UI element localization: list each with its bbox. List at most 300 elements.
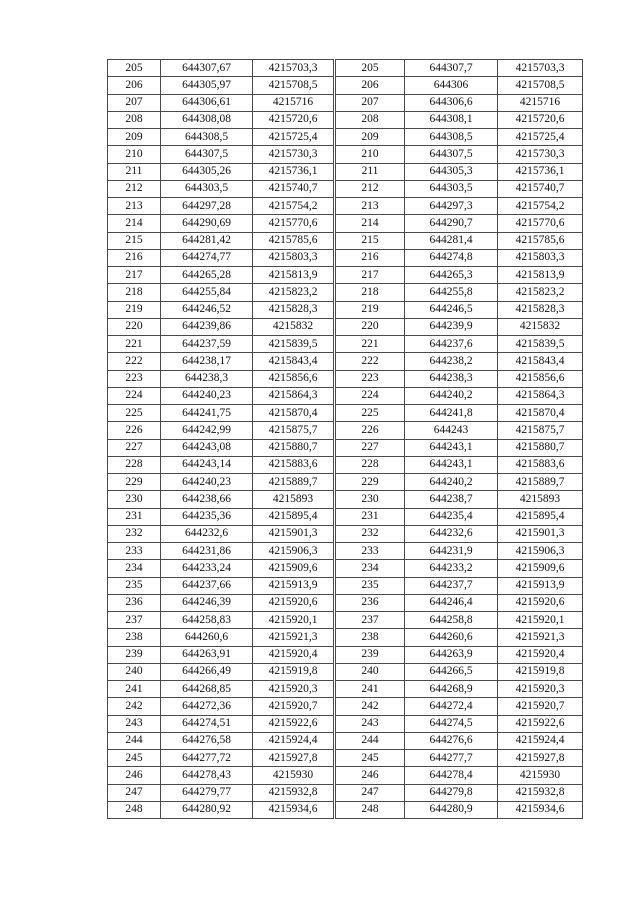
x-coordinate-cell: 644237,66 bbox=[161, 577, 253, 594]
point-number-cell: 248 bbox=[108, 801, 161, 818]
x-coordinate-cell: 644266,5 bbox=[405, 663, 498, 680]
point-number-cell: 212 bbox=[108, 180, 161, 197]
table-row bbox=[108, 180, 334, 197]
point-number-cell: 242 bbox=[108, 698, 161, 715]
y-coordinate-cell: 4215754,2 bbox=[253, 198, 334, 215]
y-coordinate-cell: 4215920,3 bbox=[498, 681, 583, 698]
point-number-cell: 247 bbox=[108, 784, 161, 801]
y-coordinate-cell: 4215889,7 bbox=[253, 474, 334, 491]
y-coordinate-cell: 4215730,3 bbox=[498, 146, 583, 163]
y-coordinate-cell: 4215843,4 bbox=[498, 353, 583, 370]
point-number-cell: 248 bbox=[336, 801, 405, 818]
y-coordinate-cell: 4215913,9 bbox=[253, 577, 334, 594]
y-coordinate-cell: 4215720,6 bbox=[498, 111, 583, 128]
y-coordinate-cell: 4215930 bbox=[253, 767, 334, 784]
y-coordinate-cell: 4215893 bbox=[253, 491, 334, 508]
point-number-cell: 243 bbox=[108, 715, 161, 732]
x-coordinate-cell: 644280,9 bbox=[405, 801, 498, 818]
x-coordinate-cell: 644237,59 bbox=[161, 336, 253, 353]
table-row bbox=[336, 801, 583, 818]
x-coordinate-cell: 644263,91 bbox=[161, 646, 253, 663]
y-coordinate-cell: 4215740,7 bbox=[498, 180, 583, 197]
coordinate-table-left-body bbox=[108, 60, 334, 819]
point-number-cell: 217 bbox=[108, 267, 161, 284]
y-coordinate-cell: 4215703,3 bbox=[498, 60, 583, 77]
y-coordinate-cell: 4215730,3 bbox=[253, 146, 334, 163]
point-number-cell: 210 bbox=[336, 146, 405, 163]
x-coordinate-cell: 644235,36 bbox=[161, 508, 253, 525]
y-coordinate-cell: 4215708,5 bbox=[498, 77, 583, 94]
point-number-cell: 222 bbox=[336, 353, 405, 370]
table-row bbox=[108, 336, 334, 353]
point-number-cell: 246 bbox=[336, 767, 405, 784]
x-coordinate-cell: 644305,26 bbox=[161, 163, 253, 180]
y-coordinate-cell: 4215843,4 bbox=[253, 353, 334, 370]
x-coordinate-cell: 644308,5 bbox=[161, 129, 253, 146]
point-number-cell: 225 bbox=[108, 405, 161, 422]
table-row bbox=[108, 525, 334, 542]
point-number-cell: 238 bbox=[108, 629, 161, 646]
x-coordinate-cell: 644307,5 bbox=[161, 146, 253, 163]
x-coordinate-cell: 644240,23 bbox=[161, 474, 253, 491]
table-row bbox=[336, 129, 583, 146]
table-row bbox=[108, 681, 334, 698]
x-coordinate-cell: 644258,8 bbox=[405, 612, 498, 629]
y-coordinate-cell: 4215703,3 bbox=[253, 60, 334, 77]
point-number-cell: 210 bbox=[108, 146, 161, 163]
point-number-cell: 224 bbox=[108, 387, 161, 404]
table-row bbox=[108, 370, 334, 387]
table-row bbox=[336, 646, 583, 663]
y-coordinate-cell: 4215736,1 bbox=[253, 163, 334, 180]
point-number-cell: 221 bbox=[108, 336, 161, 353]
y-coordinate-cell: 4215813,9 bbox=[498, 267, 583, 284]
point-number-cell: 233 bbox=[336, 543, 405, 560]
x-coordinate-cell: 644290,69 bbox=[161, 215, 253, 232]
y-coordinate-cell: 4215813,9 bbox=[253, 267, 334, 284]
y-coordinate-cell: 4215880,7 bbox=[498, 439, 583, 456]
table-row bbox=[336, 249, 583, 266]
y-coordinate-cell: 4215716 bbox=[498, 94, 583, 111]
table-row bbox=[336, 232, 583, 249]
point-number-cell: 245 bbox=[108, 750, 161, 767]
x-coordinate-cell: 644303,5 bbox=[405, 180, 498, 197]
table-row bbox=[336, 215, 583, 232]
table-row bbox=[336, 439, 583, 456]
table-row bbox=[336, 715, 583, 732]
x-coordinate-cell: 644237,7 bbox=[405, 577, 498, 594]
x-coordinate-cell: 644274,77 bbox=[161, 249, 253, 266]
x-coordinate-cell: 644241,75 bbox=[161, 405, 253, 422]
x-coordinate-cell: 644239,86 bbox=[161, 318, 253, 335]
x-coordinate-cell: 644308,08 bbox=[161, 111, 253, 128]
point-number-cell: 229 bbox=[108, 474, 161, 491]
table-row bbox=[108, 249, 334, 266]
table-row bbox=[336, 560, 583, 577]
point-number-cell: 230 bbox=[336, 491, 405, 508]
table-row bbox=[336, 146, 583, 163]
y-coordinate-cell: 4215803,3 bbox=[498, 249, 583, 266]
x-coordinate-cell: 644239,9 bbox=[405, 318, 498, 335]
table-row bbox=[336, 77, 583, 94]
table-row bbox=[108, 111, 334, 128]
point-number-cell: 246 bbox=[108, 767, 161, 784]
table-row bbox=[336, 422, 583, 439]
y-coordinate-cell: 4215932,8 bbox=[498, 784, 583, 801]
table-row bbox=[108, 801, 334, 818]
table-row bbox=[336, 267, 583, 284]
y-coordinate-cell: 4215839,5 bbox=[498, 336, 583, 353]
table-row bbox=[336, 681, 583, 698]
point-number-cell: 247 bbox=[336, 784, 405, 801]
y-coordinate-cell: 4215785,6 bbox=[498, 232, 583, 249]
table-row bbox=[336, 163, 583, 180]
x-coordinate-cell: 644238,66 bbox=[161, 491, 253, 508]
table-row bbox=[108, 784, 334, 801]
point-number-cell: 242 bbox=[336, 698, 405, 715]
table-row bbox=[108, 629, 334, 646]
point-number-cell: 220 bbox=[108, 318, 161, 335]
y-coordinate-cell: 4215924,4 bbox=[253, 732, 334, 749]
y-coordinate-cell: 4215906,3 bbox=[498, 543, 583, 560]
y-coordinate-cell: 4215920,6 bbox=[498, 594, 583, 611]
x-coordinate-cell: 644306,61 bbox=[161, 94, 253, 111]
x-coordinate-cell: 644238,2 bbox=[405, 353, 498, 370]
table-row bbox=[336, 629, 583, 646]
point-number-cell: 207 bbox=[108, 94, 161, 111]
table-row bbox=[336, 284, 583, 301]
y-coordinate-cell: 4215856,6 bbox=[498, 370, 583, 387]
y-coordinate-cell: 4215823,2 bbox=[253, 284, 334, 301]
y-coordinate-cell: 4215803,3 bbox=[253, 249, 334, 266]
x-coordinate-cell: 644272,4 bbox=[405, 698, 498, 715]
point-number-cell: 231 bbox=[108, 508, 161, 525]
point-number-cell: 240 bbox=[336, 663, 405, 680]
table-row bbox=[108, 353, 334, 370]
y-coordinate-cell: 4215875,7 bbox=[253, 422, 334, 439]
y-coordinate-cell: 4215927,8 bbox=[498, 750, 583, 767]
y-coordinate-cell: 4215754,2 bbox=[498, 198, 583, 215]
table-row bbox=[108, 594, 334, 611]
table-row bbox=[108, 318, 334, 335]
point-number-cell: 226 bbox=[336, 422, 405, 439]
y-coordinate-cell: 4215883,6 bbox=[253, 456, 334, 473]
x-coordinate-cell: 644306 bbox=[405, 77, 498, 94]
table-row bbox=[108, 560, 334, 577]
point-number-cell: 228 bbox=[336, 456, 405, 473]
point-number-cell: 238 bbox=[336, 629, 405, 646]
point-number-cell: 241 bbox=[108, 681, 161, 698]
y-coordinate-cell: 4215920,1 bbox=[253, 612, 334, 629]
y-coordinate-cell: 4215864,3 bbox=[498, 387, 583, 404]
point-number-cell: 227 bbox=[108, 439, 161, 456]
x-coordinate-cell: 644238,3 bbox=[161, 370, 253, 387]
y-coordinate-cell: 4215920,4 bbox=[253, 646, 334, 663]
x-coordinate-cell: 644272,36 bbox=[161, 698, 253, 715]
table-row bbox=[108, 508, 334, 525]
y-coordinate-cell: 4215828,3 bbox=[253, 301, 334, 318]
table-row bbox=[336, 491, 583, 508]
x-coordinate-cell: 644265,28 bbox=[161, 267, 253, 284]
y-coordinate-cell: 4215920,7 bbox=[498, 698, 583, 715]
x-coordinate-cell: 644238,7 bbox=[405, 491, 498, 508]
table-row bbox=[108, 439, 334, 456]
x-coordinate-cell: 644263,9 bbox=[405, 646, 498, 663]
x-coordinate-cell: 644276,6 bbox=[405, 732, 498, 749]
y-coordinate-cell: 4215740,7 bbox=[253, 180, 334, 197]
table-row bbox=[108, 612, 334, 629]
table-row bbox=[108, 267, 334, 284]
point-number-cell: 245 bbox=[336, 750, 405, 767]
x-coordinate-cell: 644274,5 bbox=[405, 715, 498, 732]
point-number-cell: 211 bbox=[108, 163, 161, 180]
x-coordinate-cell: 644305,97 bbox=[161, 77, 253, 94]
y-coordinate-cell: 4215839,5 bbox=[253, 336, 334, 353]
table-row bbox=[336, 301, 583, 318]
table-row bbox=[108, 750, 334, 767]
x-coordinate-cell: 644243,1 bbox=[405, 456, 498, 473]
y-coordinate-cell: 4215736,1 bbox=[498, 163, 583, 180]
x-coordinate-cell: 644231,9 bbox=[405, 543, 498, 560]
point-number-cell: 215 bbox=[336, 232, 405, 249]
point-number-cell: 207 bbox=[336, 94, 405, 111]
y-coordinate-cell: 4215920,6 bbox=[253, 594, 334, 611]
point-number-cell: 233 bbox=[108, 543, 161, 560]
table-row bbox=[108, 198, 334, 215]
y-coordinate-cell: 4215934,6 bbox=[498, 801, 583, 818]
table-row bbox=[336, 767, 583, 784]
point-number-cell: 227 bbox=[336, 439, 405, 456]
point-number-cell: 205 bbox=[336, 60, 405, 77]
y-coordinate-cell: 4215920,7 bbox=[253, 698, 334, 715]
table-row bbox=[108, 94, 334, 111]
y-coordinate-cell: 4215913,9 bbox=[498, 577, 583, 594]
x-coordinate-cell: 644241,8 bbox=[405, 405, 498, 422]
table-row bbox=[336, 577, 583, 594]
point-number-cell: 209 bbox=[336, 129, 405, 146]
x-coordinate-cell: 644246,52 bbox=[161, 301, 253, 318]
y-coordinate-cell: 4215725,4 bbox=[498, 129, 583, 146]
x-coordinate-cell: 644308,5 bbox=[405, 129, 498, 146]
point-number-cell: 216 bbox=[108, 249, 161, 266]
table-row bbox=[108, 77, 334, 94]
point-number-cell: 234 bbox=[336, 560, 405, 577]
point-number-cell: 213 bbox=[336, 198, 405, 215]
table-row bbox=[336, 474, 583, 491]
y-coordinate-cell: 4215924,4 bbox=[498, 732, 583, 749]
point-number-cell: 216 bbox=[336, 249, 405, 266]
y-coordinate-cell: 4215919,8 bbox=[253, 663, 334, 680]
table-row bbox=[336, 405, 583, 422]
point-number-cell: 208 bbox=[336, 111, 405, 128]
table-row bbox=[108, 646, 334, 663]
x-coordinate-cell: 644243 bbox=[405, 422, 498, 439]
x-coordinate-cell: 644274,8 bbox=[405, 249, 498, 266]
y-coordinate-cell: 4215895,4 bbox=[498, 508, 583, 525]
x-coordinate-cell: 644277,72 bbox=[161, 750, 253, 767]
point-number-cell: 218 bbox=[108, 284, 161, 301]
y-coordinate-cell: 4215770,6 bbox=[253, 215, 334, 232]
x-coordinate-cell: 644240,23 bbox=[161, 387, 253, 404]
coordinate-table-right-body bbox=[336, 60, 583, 819]
table-row bbox=[108, 767, 334, 784]
point-number-cell: 234 bbox=[108, 560, 161, 577]
table-row bbox=[336, 543, 583, 560]
x-coordinate-cell: 644240,2 bbox=[405, 474, 498, 491]
y-coordinate-cell: 4215880,7 bbox=[253, 439, 334, 456]
point-number-cell: 215 bbox=[108, 232, 161, 249]
x-coordinate-cell: 644255,8 bbox=[405, 284, 498, 301]
table-row bbox=[336, 94, 583, 111]
x-coordinate-cell: 644307,7 bbox=[405, 60, 498, 77]
x-coordinate-cell: 644266,49 bbox=[161, 663, 253, 680]
table-row bbox=[336, 111, 583, 128]
x-coordinate-cell: 644274,51 bbox=[161, 715, 253, 732]
table-row bbox=[108, 474, 334, 491]
point-number-cell: 240 bbox=[108, 663, 161, 680]
y-coordinate-cell: 4215901,3 bbox=[253, 525, 334, 542]
x-coordinate-cell: 644303,5 bbox=[161, 180, 253, 197]
y-coordinate-cell: 4215922,6 bbox=[498, 715, 583, 732]
table-row bbox=[336, 387, 583, 404]
x-coordinate-cell: 644260,6 bbox=[161, 629, 253, 646]
point-number-cell: 217 bbox=[336, 267, 405, 284]
x-coordinate-cell: 644307,5 bbox=[405, 146, 498, 163]
y-coordinate-cell: 4215870,4 bbox=[498, 405, 583, 422]
y-coordinate-cell: 4215864,3 bbox=[253, 387, 334, 404]
point-number-cell: 205 bbox=[108, 60, 161, 77]
x-coordinate-cell: 644232,6 bbox=[161, 525, 253, 542]
x-coordinate-cell: 644268,9 bbox=[405, 681, 498, 698]
x-coordinate-cell: 644243,08 bbox=[161, 439, 253, 456]
table-row bbox=[108, 715, 334, 732]
y-coordinate-cell: 4215875,7 bbox=[498, 422, 583, 439]
y-coordinate-cell: 4215901,3 bbox=[498, 525, 583, 542]
x-coordinate-cell: 644233,2 bbox=[405, 560, 498, 577]
x-coordinate-cell: 644278,4 bbox=[405, 767, 498, 784]
x-coordinate-cell: 644246,5 bbox=[405, 301, 498, 318]
y-coordinate-cell: 4215770,6 bbox=[498, 215, 583, 232]
x-coordinate-cell: 644240,2 bbox=[405, 387, 498, 404]
table-row bbox=[336, 508, 583, 525]
x-coordinate-cell: 644297,3 bbox=[405, 198, 498, 215]
table-row bbox=[108, 163, 334, 180]
point-number-cell: 218 bbox=[336, 284, 405, 301]
point-number-cell: 235 bbox=[108, 577, 161, 594]
y-coordinate-cell: 4215716 bbox=[253, 94, 334, 111]
table-row bbox=[108, 543, 334, 560]
y-coordinate-cell: 4215785,6 bbox=[253, 232, 334, 249]
y-coordinate-cell: 4215889,7 bbox=[498, 474, 583, 491]
y-coordinate-cell: 4215832 bbox=[498, 318, 583, 335]
point-number-cell: 206 bbox=[336, 77, 405, 94]
x-coordinate-cell: 644243,1 bbox=[405, 439, 498, 456]
point-number-cell: 228 bbox=[108, 456, 161, 473]
table-row bbox=[108, 405, 334, 422]
x-coordinate-cell: 644243,14 bbox=[161, 456, 253, 473]
y-coordinate-cell: 4215921,3 bbox=[498, 629, 583, 646]
table-row bbox=[108, 491, 334, 508]
table-row bbox=[336, 750, 583, 767]
point-number-cell: 237 bbox=[336, 612, 405, 629]
point-number-cell: 225 bbox=[336, 405, 405, 422]
y-coordinate-cell: 4215883,6 bbox=[498, 456, 583, 473]
table-row bbox=[336, 198, 583, 215]
x-coordinate-cell: 644231,86 bbox=[161, 543, 253, 560]
x-coordinate-cell: 644260,6 bbox=[405, 629, 498, 646]
table-row bbox=[108, 215, 334, 232]
x-coordinate-cell: 644281,4 bbox=[405, 232, 498, 249]
point-number-cell: 244 bbox=[108, 732, 161, 749]
point-number-cell: 230 bbox=[108, 491, 161, 508]
y-coordinate-cell: 4215832 bbox=[253, 318, 334, 335]
table-row bbox=[336, 60, 583, 77]
x-coordinate-cell: 644233,24 bbox=[161, 560, 253, 577]
x-coordinate-cell: 644290,7 bbox=[405, 215, 498, 232]
y-coordinate-cell: 4215725,4 bbox=[253, 129, 334, 146]
point-number-cell: 221 bbox=[336, 336, 405, 353]
point-number-cell: 239 bbox=[108, 646, 161, 663]
y-coordinate-cell: 4215932,8 bbox=[253, 784, 334, 801]
table-row bbox=[108, 301, 334, 318]
point-number-cell: 219 bbox=[108, 301, 161, 318]
table-row bbox=[108, 456, 334, 473]
table-row bbox=[108, 232, 334, 249]
point-number-cell: 226 bbox=[108, 422, 161, 439]
y-coordinate-cell: 4215895,4 bbox=[253, 508, 334, 525]
table-row bbox=[108, 146, 334, 163]
x-coordinate-cell: 644277,7 bbox=[405, 750, 498, 767]
point-number-cell: 236 bbox=[108, 594, 161, 611]
y-coordinate-cell: 4215920,4 bbox=[498, 646, 583, 663]
x-coordinate-cell: 644307,67 bbox=[161, 60, 253, 77]
x-coordinate-cell: 644306,6 bbox=[405, 94, 498, 111]
point-number-cell: 213 bbox=[108, 198, 161, 215]
x-coordinate-cell: 644237,6 bbox=[405, 336, 498, 353]
point-number-cell: 211 bbox=[336, 163, 405, 180]
table-row bbox=[108, 732, 334, 749]
y-coordinate-cell: 4215708,5 bbox=[253, 77, 334, 94]
y-coordinate-cell: 4215909,6 bbox=[253, 560, 334, 577]
y-coordinate-cell: 4215927,8 bbox=[253, 750, 334, 767]
x-coordinate-cell: 644242,99 bbox=[161, 422, 253, 439]
x-coordinate-cell: 644281,42 bbox=[161, 232, 253, 249]
point-number-cell: 235 bbox=[336, 577, 405, 594]
table-row bbox=[336, 784, 583, 801]
x-coordinate-cell: 644268,85 bbox=[161, 681, 253, 698]
point-number-cell: 244 bbox=[336, 732, 405, 749]
point-number-cell: 241 bbox=[336, 681, 405, 698]
y-coordinate-cell: 4215856,6 bbox=[253, 370, 334, 387]
y-coordinate-cell: 4215823,2 bbox=[498, 284, 583, 301]
point-number-cell: 237 bbox=[108, 612, 161, 629]
point-number-cell: 219 bbox=[336, 301, 405, 318]
point-number-cell: 212 bbox=[336, 180, 405, 197]
point-number-cell: 223 bbox=[336, 370, 405, 387]
point-number-cell: 223 bbox=[108, 370, 161, 387]
x-coordinate-cell: 644278,43 bbox=[161, 767, 253, 784]
table-row bbox=[108, 577, 334, 594]
x-coordinate-cell: 644297,28 bbox=[161, 198, 253, 215]
x-coordinate-cell: 644279,8 bbox=[405, 784, 498, 801]
x-coordinate-cell: 644279,77 bbox=[161, 784, 253, 801]
table-row bbox=[108, 698, 334, 715]
x-coordinate-cell: 644265,3 bbox=[405, 267, 498, 284]
x-coordinate-cell: 644246,39 bbox=[161, 594, 253, 611]
table-row bbox=[336, 663, 583, 680]
point-number-cell: 243 bbox=[336, 715, 405, 732]
table-row bbox=[108, 60, 334, 77]
